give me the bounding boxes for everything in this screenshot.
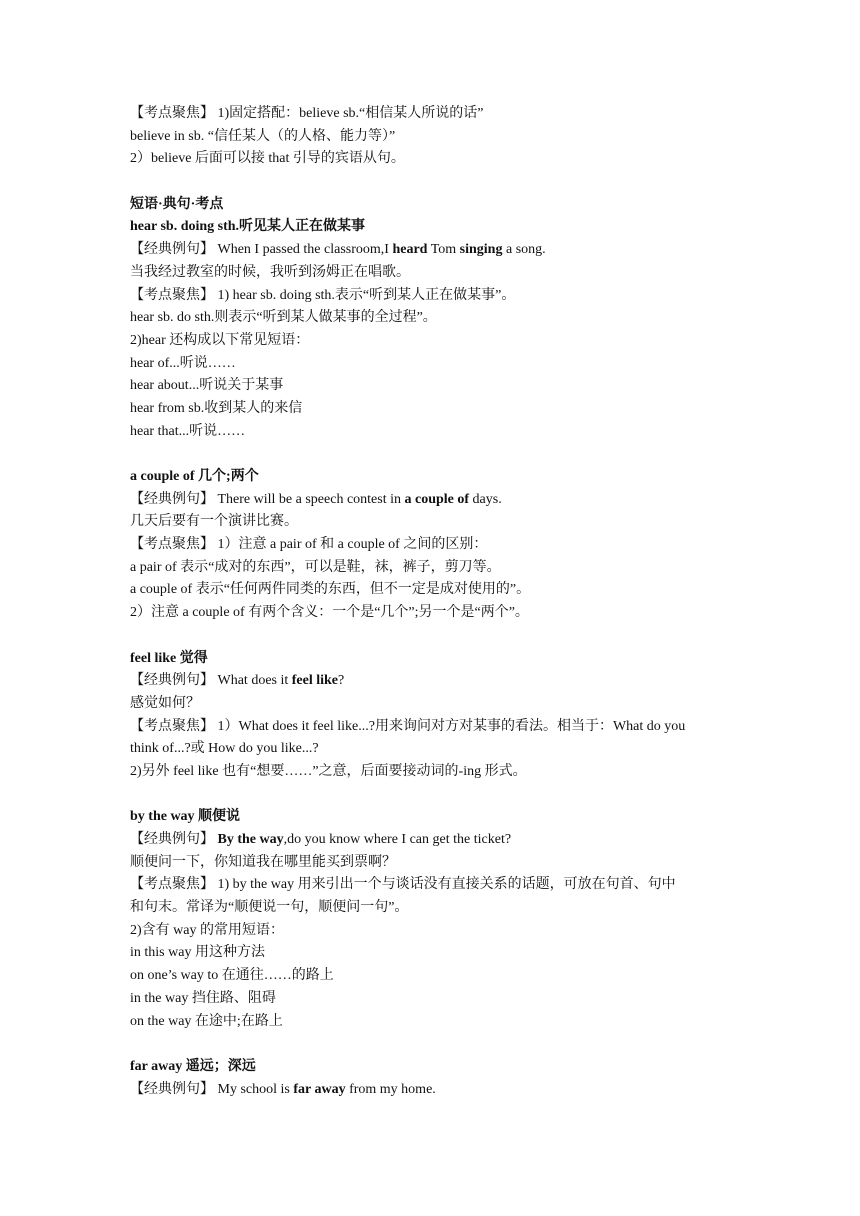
example-translation: 顺便问一下，你知道我在哪里能买到票啊？ — [130, 854, 396, 870]
note-line: 2)另外 feel like 也有“想要……”之意，后面要接动词的-ing 形式。 — [130, 763, 527, 779]
key-point-line-cont: 和句末。常译为“顺便说一句，顺便问一句”。 — [130, 900, 409, 916]
note-line: 2）注意 a couple of 有两个含义：一个是“几个”;另一个是“两个”。 — [130, 605, 529, 621]
note-line: 2)含有 way 的常用短语： — [130, 922, 284, 938]
note-line: believe in sb. “信任某人（的人格、能力等）” — [130, 128, 396, 144]
note-line: hear of...听说…… — [130, 355, 236, 371]
hear-sb-doing-section — [130, 194, 740, 444]
key-point-line: 【考点聚焦】 1）What does it feel like...?用来询问对方对某事的看法。相当于：What do you — [130, 718, 686, 734]
phrase-heading: by the way 顺便说 — [130, 809, 241, 825]
note-line: in this way 用这种方法 — [130, 945, 265, 961]
example-sentence: 【经典例句】 When I passed the classroom,I heard Tom singing a song. — [130, 242, 546, 258]
feel-like-section — [130, 648, 740, 784]
note-line: a couple of 表示“任何两件同类的东西，但不一定是成对使用的”。 — [130, 582, 531, 598]
document-page — [130, 103, 740, 1101]
key-point-line-cont: think of...?或 How do you like...? — [130, 741, 319, 757]
example-translation: 几天后要有一个演讲比赛。 — [130, 514, 298, 530]
key-point-line: 【考点聚焦】 1) hear sb. doing sth.表示“听到某人正在做某事”。 — [130, 287, 516, 303]
note-line: 2）believe 后面可以接 that 引导的宾语从句。 — [130, 151, 405, 167]
example-translation: 感觉如何？ — [130, 695, 200, 711]
by-the-way-section — [130, 806, 740, 1033]
example-translation: 当我经过教室的时候，我听到汤姆正在唱歌。 — [130, 264, 410, 280]
far-away-section — [130, 1056, 740, 1101]
phrase-heading: hear sb. doing sth.听见某人正在做某事 — [130, 219, 366, 235]
phrase-heading: a couple of 几个;两个 — [130, 469, 259, 484]
note-line: hear that...听说…… — [130, 423, 246, 439]
phrase-heading: feel like 觉得 — [130, 650, 208, 666]
note-line: hear sb. do sth.则表示“听到某人做某事的全过程”。 — [130, 310, 437, 326]
key-point-line: 【考点聚焦】 1）注意 a pair of 和 a couple of 之间的区别： — [130, 537, 488, 553]
believe-notes — [130, 103, 740, 171]
note-line: hear about...听说关于某事 — [130, 378, 284, 394]
note-line: hear from sb.收到某人的来信 — [130, 400, 303, 416]
a-couple-of-section — [130, 466, 740, 625]
key-point-line: 【考点聚焦】 1)固定搭配：believe sb.“相信某人所说的话” — [130, 106, 484, 121]
note-line: on one’s way to 在通往……的路上 — [130, 968, 334, 984]
section-title: 短语·典句·考点 — [130, 196, 224, 212]
example-sentence: 【经典例句】 What does it feel like? — [130, 673, 345, 689]
note-line: in the way 挡住路、阻碍 — [130, 990, 276, 1006]
note-line: 2)hear 还构成以下常见短语： — [130, 332, 310, 348]
example-sentence: 【经典例句】 By the way,do you know where I can get the ticket? — [130, 832, 512, 847]
phrase-heading: far away 遥远；深远 — [130, 1058, 256, 1074]
key-point-line: 【考点聚焦】 1) by the way 用来引出一个与谈话没有直接关系的话题，可放在句首、句中 — [130, 877, 676, 893]
note-line: a pair of 表示“成对的东西”，可以是鞋，袜，裤子，剪刀等。 — [130, 559, 501, 575]
example-sentence: 【经典例句】 There will be a speech contest in a couple of days. — [130, 491, 502, 507]
note-line: on the way 在途中;在路上 — [130, 1013, 283, 1029]
example-sentence: 【经典例句】 My school is far away from my home. — [130, 1081, 436, 1097]
